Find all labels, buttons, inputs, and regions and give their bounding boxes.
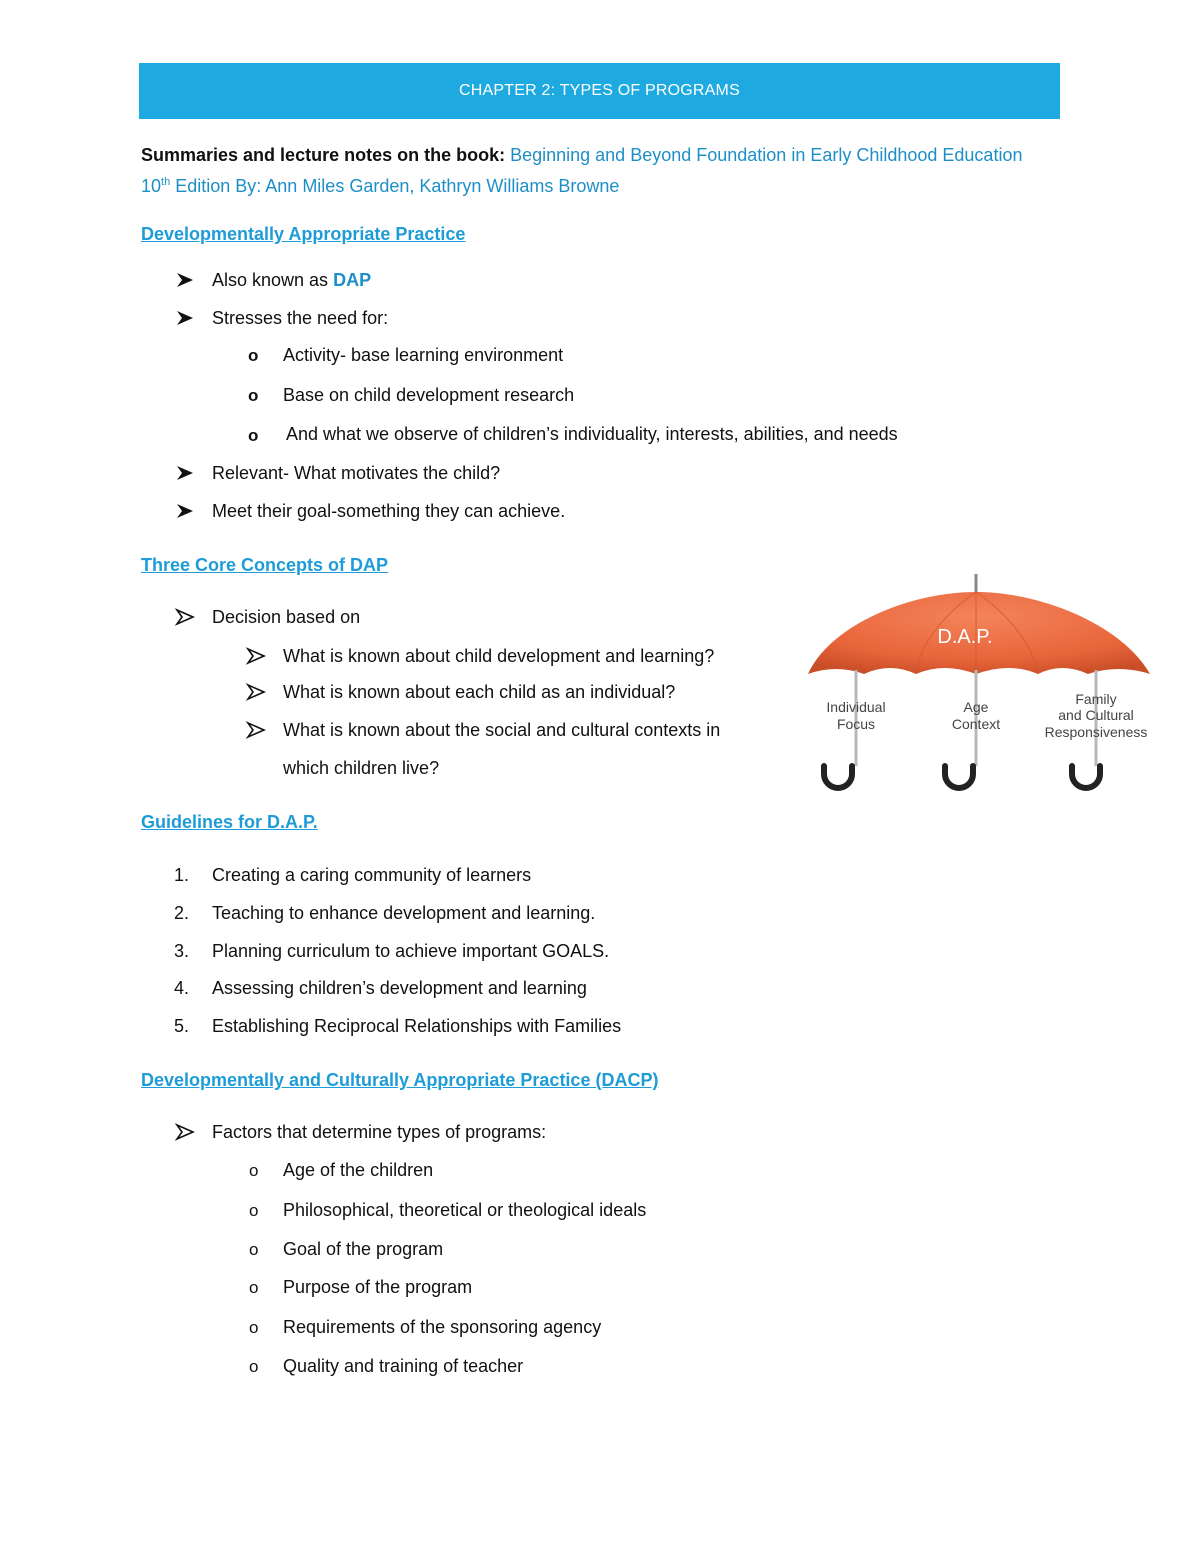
list-item: Factors that determine types of programs: [212,1122,547,1142]
circle-bullet: o [249,1318,259,1337]
section-heading-dacp: Developmentally and Culturally Appropriate Practice (DACP) [141,1070,659,1090]
intro-bold-prefix: Summaries and lecture notes on the book: [141,145,506,165]
list-number: 5. [174,1016,190,1036]
list-item: Relevant- What motivates the child? [212,463,501,483]
label-context: Context [951,716,1001,732]
circle-bullet: o [248,346,259,365]
arrow-bullet-outline-icon [245,719,267,741]
umbrella-title: D.A.P. [937,626,993,648]
sub-list-item: And what we observe of children’s individuality, interests, abilities, and needs [286,424,898,444]
handle-right [1072,766,1100,788]
list-item: Decision based on [212,607,361,627]
sub-list-item: Base on child development research [283,385,575,405]
arrow-bullet-outline-icon [174,606,196,628]
list-number: 3. [174,941,190,961]
label-cultural: and Cultural [1058,707,1134,723]
circle-bullet: o [248,426,259,445]
sub-list-item: Age of the children [283,1160,434,1180]
section-heading-guidelines: Guidelines for D.A.P. [141,812,318,832]
circle-bullet: o [249,1201,259,1220]
sub-list-item: Quality and training of teacher [283,1356,524,1376]
sub-list-item: Philosophical, theoretical or theological ideals [283,1200,647,1220]
handle-left [824,766,852,788]
handle-center [945,766,973,788]
intro-line-1 [141,144,1022,166]
book-title: Beginning and Beyond Foundation in Early Childhood Education [510,145,1023,165]
circle-bullet: o [249,1161,259,1180]
chapter-header-bar [139,63,1060,119]
circle-bullet: o [249,1240,259,1259]
arrow-bullet-outline-icon [245,645,267,667]
section-heading-dap: Developmentally Appropriate Practice [141,224,466,244]
list-item: Stresses the need for: [212,308,389,328]
sub-list-item: What is known about child development and learning? [283,646,715,666]
sub-list-item: What is known about the social and cultural contexts in [283,720,721,740]
edition-superscript: th [161,176,171,188]
numbered-item: Teaching to enhance development and learning. [212,903,596,923]
sub-list-item: Requirements of the sponsoring agency [283,1317,602,1337]
edition-authors: Edition By: Ann Miles Garden, Kathryn Williams Browne [175,176,620,196]
dap-highlight: DAP [333,270,372,290]
chapter-title: CHAPTER 2: TYPES OF PROGRAMS [459,82,740,99]
label-family: Family [1075,691,1117,707]
arrow-bullet-icon [174,462,196,484]
sub-list-item: Activity- base learning environment [283,345,564,365]
numbered-item: Planning curriculum to achieve important GOALS. [212,941,610,961]
list-number: 2. [174,903,190,923]
dap-umbrella-illustration [800,570,1160,800]
sub-list-item: Goal of the program [283,1239,444,1259]
label-individual: Individual [826,699,886,715]
label-focus: Focus [836,716,876,732]
arrow-bullet-outline-icon [245,681,267,703]
numbered-item: Establishing Reciprocal Relationships with Families [212,1016,622,1036]
numbered-item: Creating a caring community of learners [212,865,532,885]
list-item-text: Also known as [212,270,329,290]
sub-list-item: Purpose of the program [283,1277,473,1297]
label-age: Age [963,699,989,715]
sub-list-item-continued: which children live? [283,758,440,778]
list-number: 4. [174,978,190,998]
list-item: Meet their goal-something they can achieve. [212,501,566,521]
section-heading-core-concepts: Three Core Concepts of DAP [141,555,389,575]
arrow-bullet-icon [174,269,196,291]
numbered-item: Assessing children’s development and learning [212,978,587,998]
edition-number: 10 [141,176,162,196]
arrow-bullet-icon [174,307,196,329]
sub-list-item: What is known about each child as an individual? [283,682,676,702]
list-number: 1. [174,865,190,885]
circle-bullet: o [249,1357,259,1376]
list-item [212,269,371,291]
circle-bullet: o [248,386,259,405]
arrow-bullet-outline-icon [174,1121,196,1143]
label-responsiveness: Responsiveness [1044,724,1148,740]
intro-line-2 [141,175,619,197]
arrow-bullet-icon [174,500,196,522]
circle-bullet: o [249,1278,259,1297]
